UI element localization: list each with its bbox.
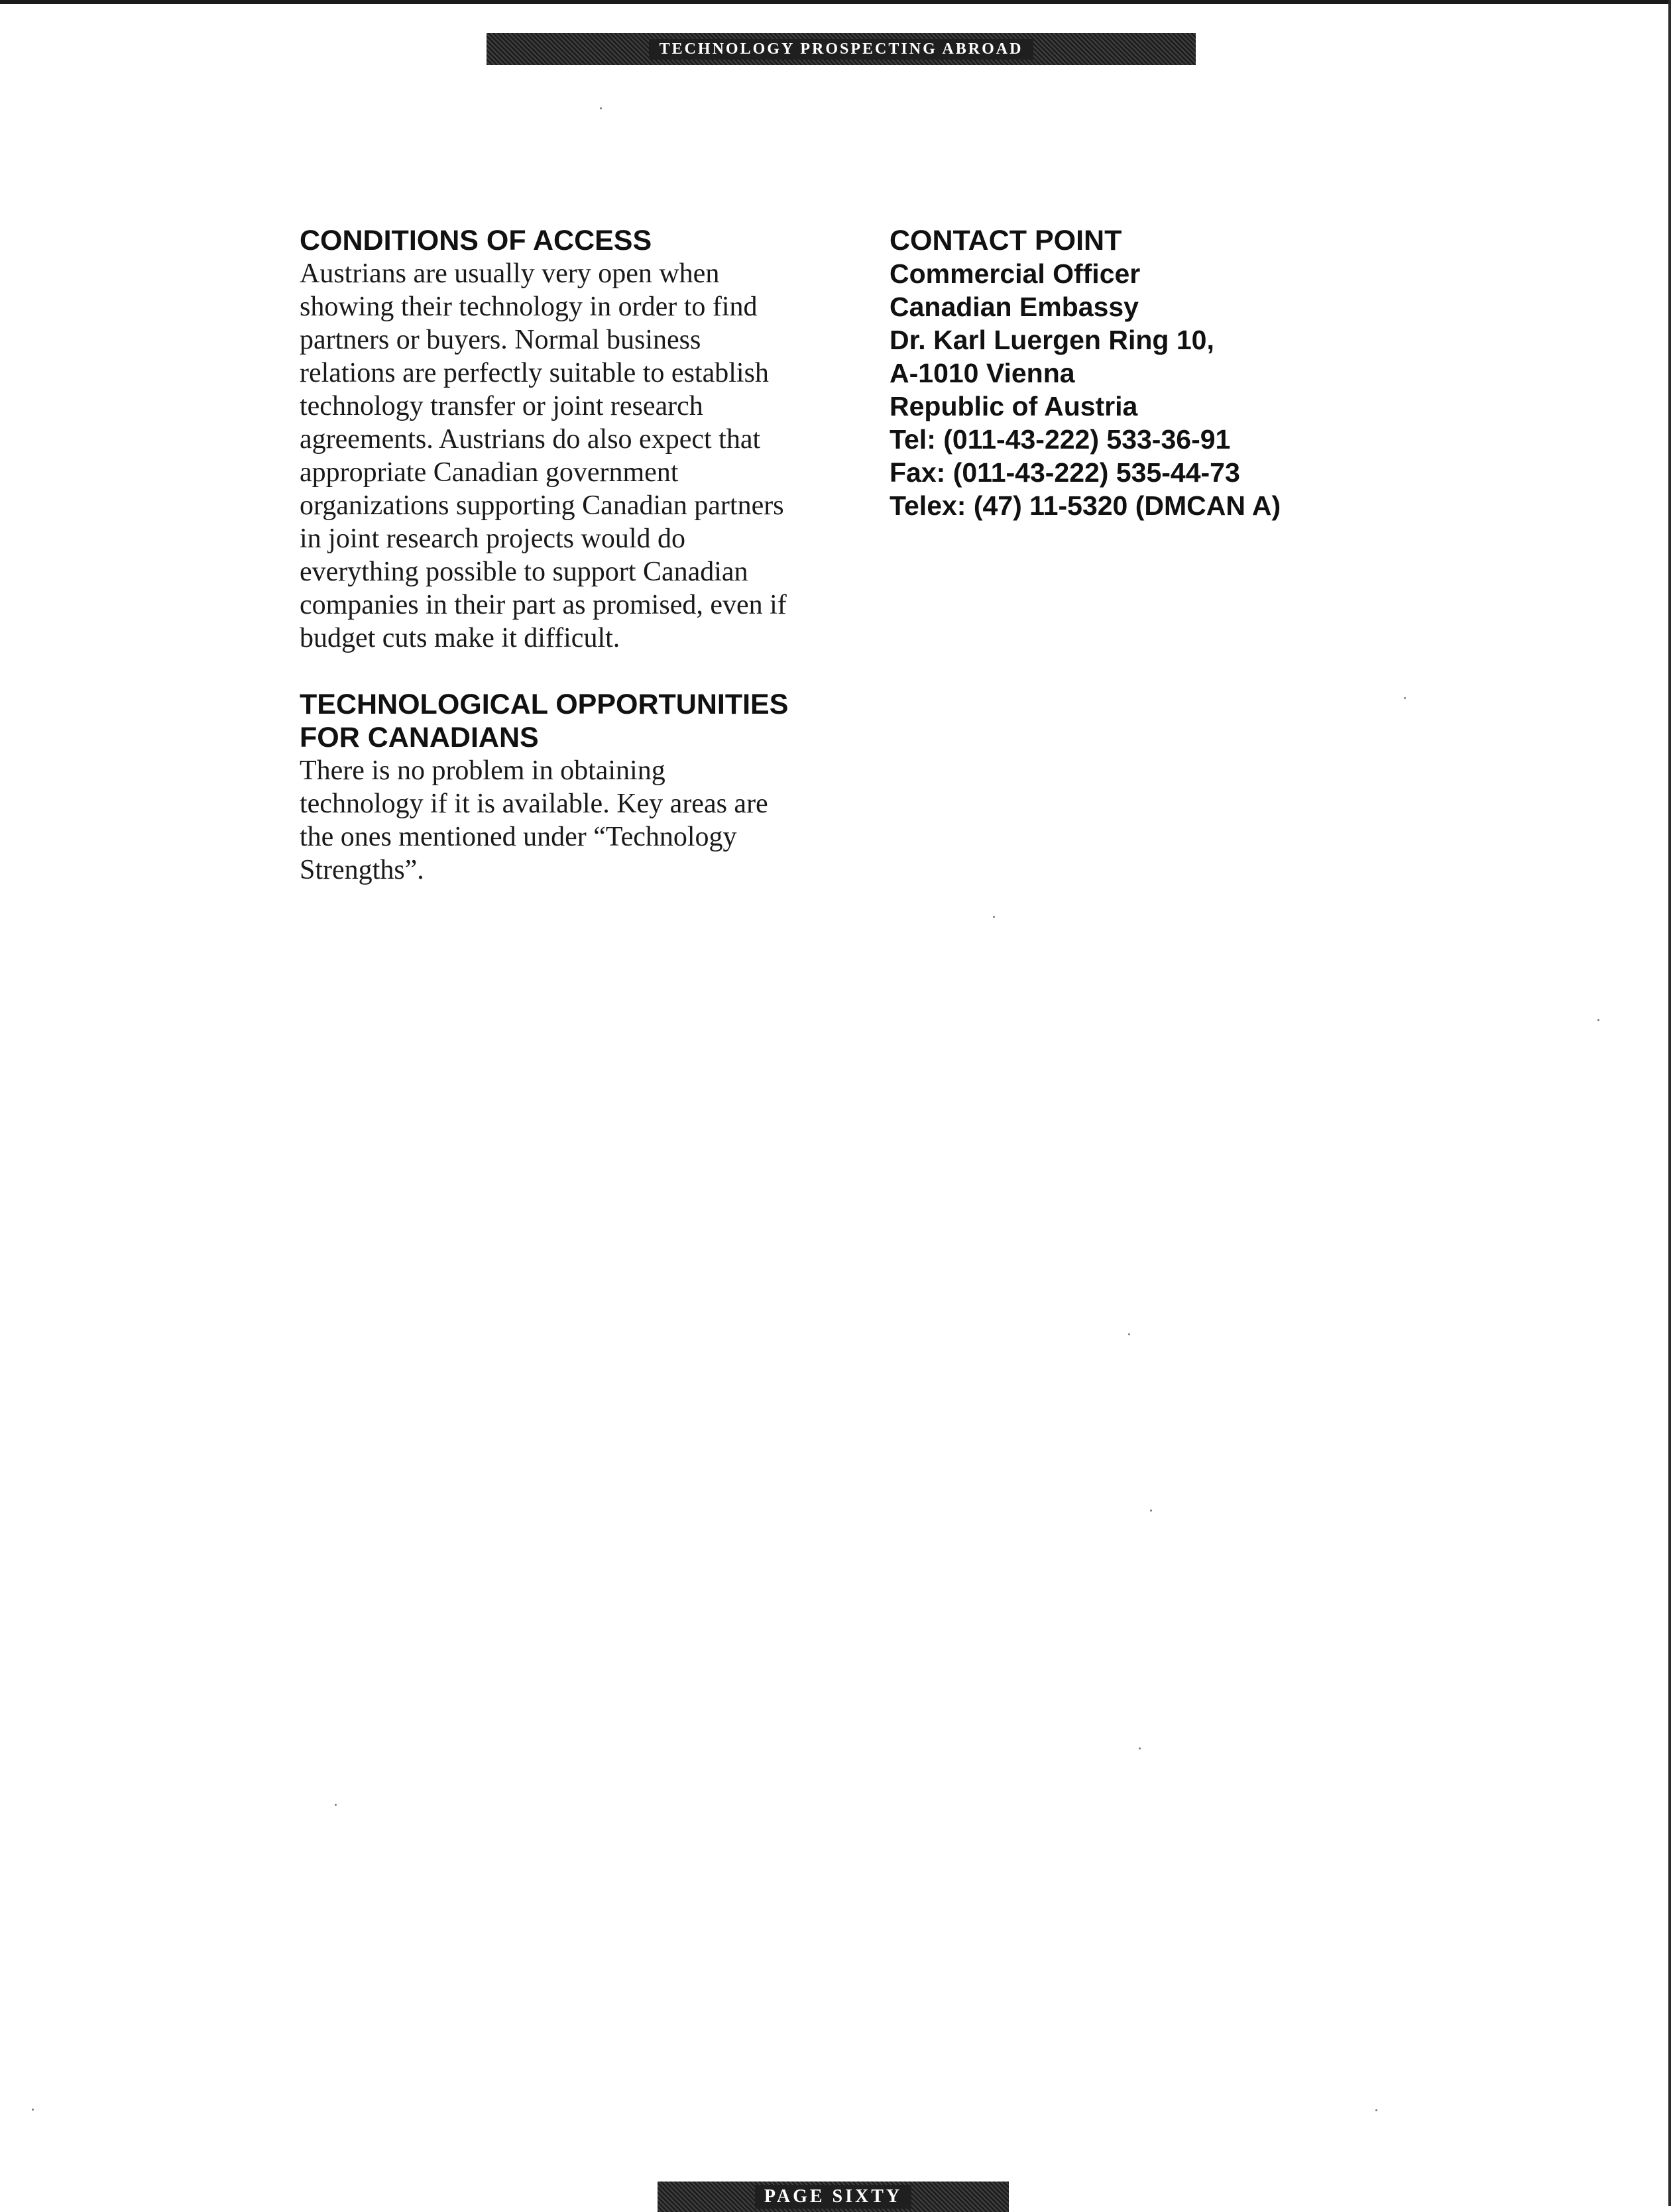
scan-speck [600, 107, 602, 109]
scan-speck [1375, 2109, 1377, 2111]
technological-opportunities-body: There is no problem in obtaining technology if it is available. Key areas are the ones mentioned under “Technology Strengths”. [300, 755, 768, 885]
scan-speck [1404, 697, 1406, 699]
conditions-of-access-section [300, 224, 790, 655]
contact-line: Fax: (011-43-222) 535-44-73 [890, 457, 1240, 488]
top-border-rule [0, 0, 1671, 4]
scan-speck [1597, 1019, 1599, 1021]
left-column [300, 224, 790, 887]
contact-line: Commercial Officer [890, 258, 1141, 289]
running-header-title: TECHNOLOGY PROSPECTING ABROAD [649, 39, 1034, 60]
contact-address-list [890, 257, 1486, 522]
contact-line: Tel: (011-43-222) 533-36-91 [890, 424, 1231, 455]
page-number-bar [658, 2182, 1009, 2212]
scan-speck [32, 2109, 34, 2111]
scan-speck [1128, 1333, 1130, 1335]
conditions-of-access-body: Austrians are usually very open when showing their technology in order to find partners or buyers. Normal business relations are perfectly suitable to establish technology transfer or joint research agreements. Austrians do also expect that appropriate Canadian government organizations supporting Canadian partners in joint research projects would do everything possible to support Canadian companies in their part as promised, even if budget cuts make it difficult. [300, 258, 787, 653]
scan-speck [335, 1804, 337, 1806]
contact-line: Canadian Embassy [890, 292, 1139, 322]
contact-line: Telex: (47) 11-5320 (DMCAN A) [890, 490, 1281, 521]
technological-opportunities-section [300, 688, 790, 887]
right-column [890, 224, 1486, 522]
scan-speck [1139, 1747, 1141, 1749]
running-header-bar [487, 33, 1196, 65]
page-number-label: PAGE SIXTY [755, 2185, 911, 2209]
contact-line: A-1010 Vienna [890, 358, 1075, 388]
contact-point-section [890, 224, 1486, 522]
technological-opportunities-heading: TECHNOLOGICAL OPPORTUNITIES FOR CANADIANS [300, 689, 789, 753]
contact-line: Republic of Austria [890, 391, 1138, 421]
contact-point-heading: CONTACT POINT [890, 225, 1122, 256]
scan-speck [1150, 1510, 1152, 1512]
contact-line: Dr. Karl Luergen Ring 10, [890, 325, 1214, 355]
scan-speck [993, 916, 995, 918]
conditions-of-access-heading: CONDITIONS OF ACCESS [300, 225, 652, 256]
right-border-rule [1668, 0, 1671, 2206]
